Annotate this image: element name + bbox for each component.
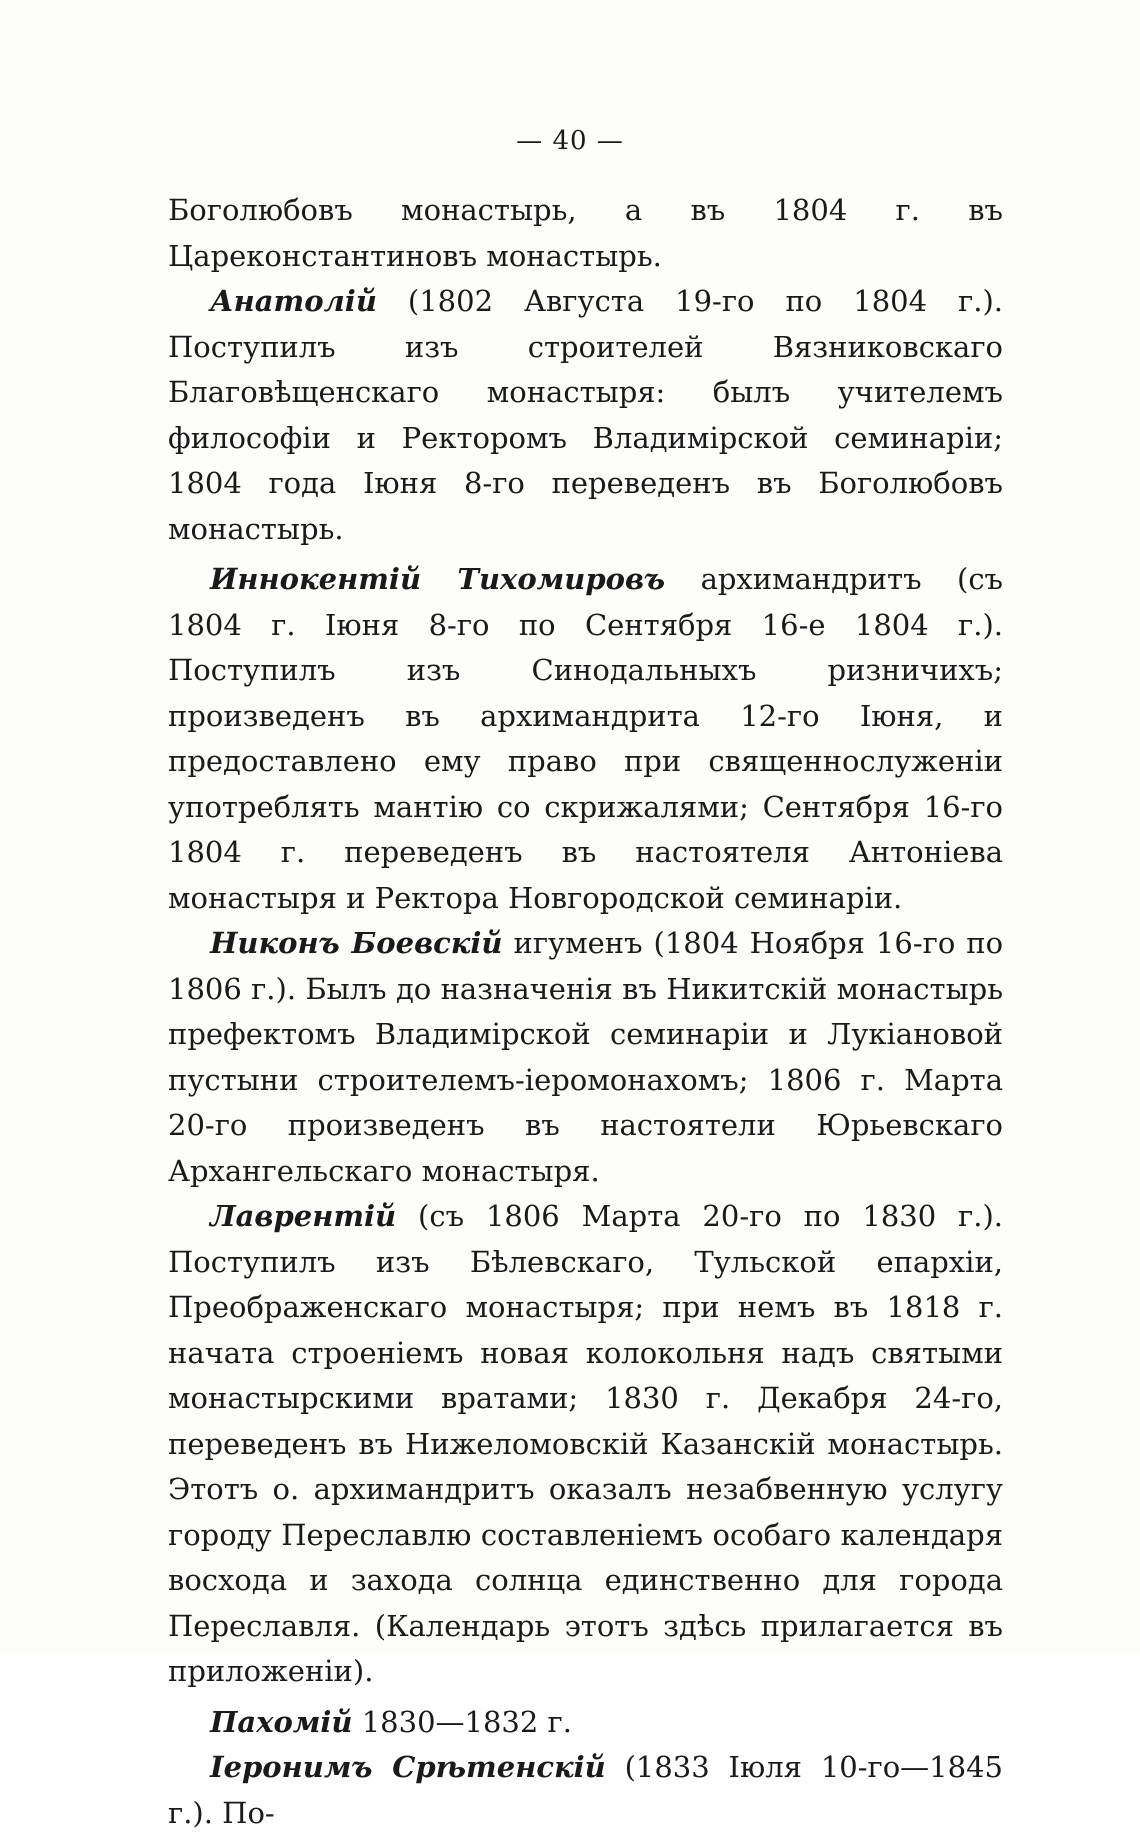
paragraph-text: Боголюбовъ монастырь, а въ 1804 г. въ Цареконстантиновъ монастырь. [168,193,1003,273]
person-name: Никонъ Боевскій [210,926,503,960]
body-text [168,188,1003,1836]
paragraph-ieronim [168,1745,1003,1836]
paragraph-text: архимандритъ (съ 1804 г. Іюня 8-го по Сентября 16-е 1804 г.). Поступилъ изъ Синодальныхъ ризничихъ; произведенъ въ архимандрита 12-го Іюня, и предоставлено ему право при священнослуженіи употреблять мантію со скрижалями; Сентября 16-го 1804 г. переведенъ въ настоятеля Антоніева монастыря и Ректора Новгородской семинаріи. [168,562,1004,915]
paragraph-continuation [168,188,1003,279]
paragraph-anatoly [168,279,1003,552]
paragraph-lavrenty [168,1194,1003,1695]
paragraph-innokenty [168,557,1003,921]
page-number: — 40 — [516,126,624,156]
paragraph-pakhomy [168,1700,1003,1746]
paragraph-text: (1802 Августа 19-го по 1804 г.). Поступилъ изъ строителей Вязниковскаго Благовѣщенскаго монастыря: былъ учителемъ философіи и Ректоромъ Владимірской семинаріи; 1804 года Іюня 8-го переведенъ въ Боголюбовъ монастырь. [168,284,1004,546]
paragraph-nikon [168,921,1003,1194]
person-name: Іеронимъ Срѣтенскій [210,1750,606,1784]
person-name: Пахомій [210,1704,353,1739]
person-name: Анатолій [210,284,377,318]
paragraph-text: (1833 Іюля 10-го—1845 г.). По- [168,1750,1003,1830]
paragraph-text: игуменъ (1804 Ноября 16-го по 1806 г.). Былъ до назначенія въ Никитскій монастырь префектомъ Владимірской семинаріи и Лукіановой пустыни строителемъ-іеромонахомъ; 1806 г. Марта 20-го произведенъ въ настоятели Юрьевскаго Архангельскаго монастыря. [168,926,1004,1188]
paragraph-text: 1830—1832 г. [361,1704,572,1739]
person-name: Иннокентій Тихомировъ [210,562,666,596]
paragraph-text: (съ 1806 Марта 20-го по 1830 г.). Поступилъ изъ Бѣлевскаго, Тульской епархіи, Преображенскаго монастыря; при немъ въ 1818 г. начата строеніемъ новая колокольня надъ святыми монастырскими вратами; 1830 г. Декабря 24-го, переведенъ въ Нижеломовскій Казанскій монастырь. Этотъ о. архимандритъ оказалъ незабвенную услугу городу Переславлю составленіемъ особаго календаря восхода и захода солнца единственно для города Переславля. (Календарь этотъ здѣсь прилагается въ приложеніи). [168,1199,1004,1688]
person-name: Лаврентій [210,1199,397,1233]
